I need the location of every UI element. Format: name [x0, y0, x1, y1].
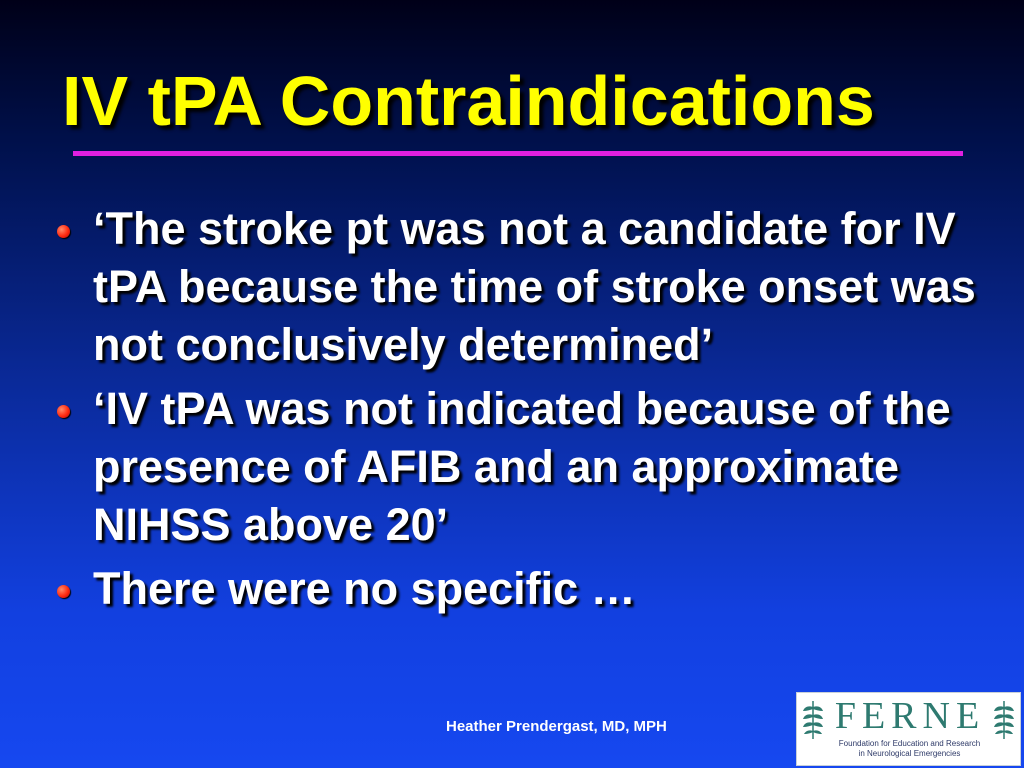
bullet-text: ‘The stroke pt was not a candidate for IV tPA because the time of stroke onset was not conclusively determined’ [93, 203, 976, 370]
ferne-logo [796, 692, 1021, 766]
bullet-text: ‘IV tPA was not indicated because of the presence of AFIB and an approximate NIHSS above 20’ [93, 383, 951, 550]
logo-tagline [817, 739, 1002, 759]
footer-author: Heather Prendergast, MD, MPH [446, 718, 667, 735]
bullet-item [52, 380, 992, 554]
bullet-list [52, 200, 992, 624]
logo-wordmark: FERNE [834, 695, 986, 737]
bullet-dot-icon [57, 225, 70, 238]
bullet-dot-icon [57, 585, 70, 598]
title-underline [73, 151, 963, 156]
logo-tagline-line: Foundation for Education and Research [838, 739, 981, 748]
bullet-item [52, 200, 992, 374]
bullet-item [52, 560, 992, 618]
logo-tagline-line: in Neurological Emergencies [858, 749, 961, 758]
fern-leaf-icon [992, 699, 1016, 741]
bullet-text: There were no specific … [93, 563, 636, 614]
bullet-dot-icon [57, 405, 70, 418]
slide-title: IV tPA Contraindications [62, 62, 875, 140]
fern-leaf-icon [801, 699, 825, 741]
